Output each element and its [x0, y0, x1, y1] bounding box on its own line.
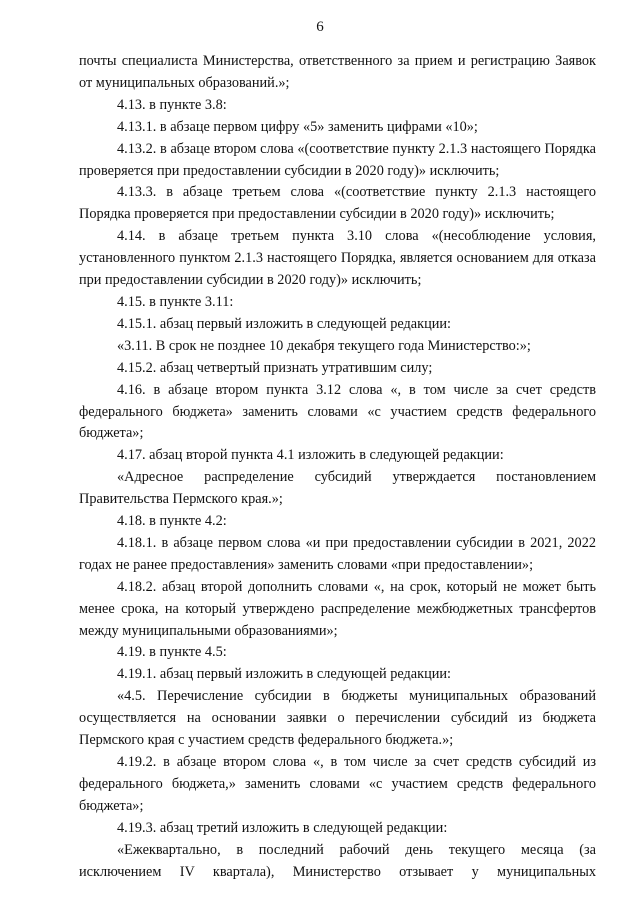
paragraph-4-13-3: 4.13.3. в абзаце третьем слова «(соответствие пункту 2.1.3 настоящего Порядка проверяется при предоставлении субсидии в 2020 году)» исключить;	[79, 184, 596, 223]
page-number: 6	[316, 19, 324, 35]
paragraph-4-19-3: 4.19.3. абзац третий изложить в следующей редакции:	[117, 819, 448, 836]
paragraph-4-18: 4.18. в пункте 4.2:	[117, 513, 227, 530]
paragraph-4-18-2: 4.18.2. абзац второй дополнить словами «, на срок, который не может быть менее срока, на который утверждено распределение межбюджетных трансфертов между муниципальными образованиями»;	[79, 578, 596, 639]
paragraph-quote-4-5: «4.5. Перечисление субсидии в бюджеты муниципальных образований осуществляется на основании заявки о перечислении субсидий из бюджета Пермского края с участием средств федерального бюджета.»;	[79, 688, 596, 749]
paragraph-4-14: 4.14. в абзаце третьем пункта 3.10 слова «(несоблюдение условия, установленного пунктом 2.1.3 настоящего Порядка, является основанием для отказа при предоставлении субсидии в 2020 году)» исключить;	[79, 228, 596, 289]
document-body	[79, 51, 596, 883]
paragraph-4-19-2: 4.19.2. в абзаце втором слова «, в том числе за счет средств субсидий из федерального бюджета,» заменить словами «с участием средств федерального бюджета»;	[79, 754, 596, 814]
paragraph-quote-quarterly: «Ежеквартально, в последний рабочий день текущего месяца (за исключением IV квартала), Министерство отзывает у муниципальных	[79, 841, 596, 880]
paragraph-4-17: 4.17. абзац второй пункта 4.1 изложить в следующей редакции:	[117, 447, 504, 464]
paragraph-4-19: 4.19. в пункте 4.5:	[117, 644, 227, 661]
paragraph-continuation: почты специалиста Министерства, ответственного за прием и регистрацию Заявок от муниципальных образований.»;	[79, 53, 596, 91]
paragraph-4-13-1: 4.13.1. в абзаце первом цифру «5» заменить цифрами «10»;	[117, 118, 478, 135]
paragraph-4-15: 4.15. в пункте 3.11:	[117, 293, 234, 310]
paragraph-quote-distribution: «Адресное распределение субсидий утверждается постановлением Правительства Пермского края.»;	[79, 469, 596, 508]
paragraph-4-19-1: 4.19.1. абзац первый изложить в следующей редакции:	[117, 666, 451, 683]
paragraph-4-18-1: 4.18.1. в абзаце первом слова «и при предоставлении субсидии в 2021, 2022 годах не ранее предоставления» заменить словами «при предоставлении»;	[79, 534, 596, 573]
paragraph-4-15-2: 4.15.2. абзац четвертый признать утратившим силу;	[117, 359, 433, 376]
paragraph-4-15-1: 4.15.1. абзац первый изложить в следующей редакции:	[117, 315, 451, 332]
paragraph-4-13-2: 4.13.2. в абзаце втором слова «(соответствие пункту 2.1.3 настоящего Порядка проверяется при предоставлении субсидии в 2020 году)» исключить;	[79, 140, 596, 179]
paragraph-4-13: 4.13. в пункте 3.8:	[117, 96, 227, 113]
paragraph-4-16: 4.16. в абзаце втором пункта 3.12 слова «, в том числе за счет средств федерального бюджета» заменить словами «с участием средств федерального бюджета»;	[79, 381, 596, 442]
paragraph-quote-3-11: «3.11. В срок не позднее 10 декабря текущего года Министерство:»;	[117, 337, 531, 354]
